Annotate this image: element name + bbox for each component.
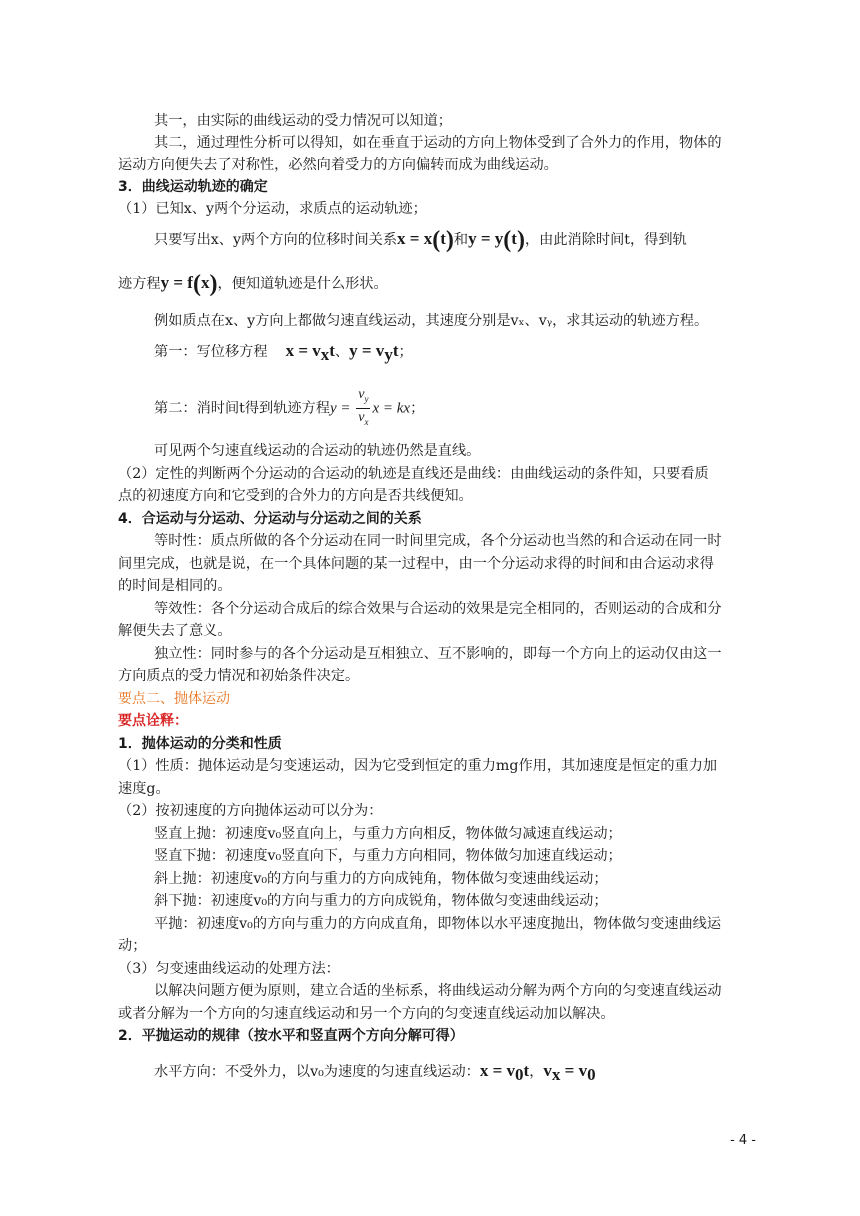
text-run: ，由此消除时间t，得到轨 [524,232,687,248]
math-operator: = [336,400,355,417]
math-variable: v [358,387,365,402]
fraction [356,386,370,431]
math-expression: y = v [349,341,385,360]
page-number: - 4 - [730,1133,756,1148]
paren: ) [445,227,454,253]
paragraph-line: 等时性：质点所做的各个分运动在同一时间里完成，各个分运动也当然的和合运动在同一时 [154,533,722,549]
math-variable: v [358,409,365,425]
list-item: 平抛：初速度v₀的方向与重力的方向成直角，即物体以水平速度抛出，物体做匀变速曲线运 [154,916,722,932]
math-subscript: x [551,1064,561,1084]
math-expression: x = v [285,341,321,360]
paragraph-line: （1）已知x、y两个分运动，求质点的运动轨迹； [118,201,427,217]
math-variable: t [523,1061,530,1080]
math-expression: x = kx [372,400,411,417]
equation-line [154,386,764,431]
paren: ) [209,271,218,297]
math-subscript: y [384,344,393,364]
paragraph-line: 或者分解为一个方向的匀速直线运动和另一个方向的匀变速直线运动加以解决。 [118,1006,615,1022]
key-point-explanation-label: 要点诠释： [118,713,188,729]
math-expression: y = f [160,273,193,292]
section-heading: 2．平抛运动的规律（按水平和竖直两个方向分解可得） [118,1028,464,1044]
paragraph-line: 间里完成，也就是说，在一个具体问题的某一过程中，由一个分运动求得的时间和由合运动求得 [118,556,714,572]
paragraph-line: 方向质点的受力情况和初始条件决定。 [118,668,360,684]
section-heading: 1．抛体运动的分类和性质 [118,736,282,752]
paren: ( [503,227,512,253]
text-run: 迹方程 [118,276,161,292]
paragraph-line: 速度g。 [118,781,170,797]
paren: ( [432,227,441,253]
list-item: 斜下抛：初速度v₀的方向与重力的方向成锐角，物体做匀变速曲线运动； [154,893,608,909]
math-subscript: x [364,416,369,427]
math-variable: t [440,229,446,248]
equation-line [154,228,764,251]
paragraph-line: 可见两个匀速直线运动的合运动的轨迹仍然是直线。 [154,443,481,459]
list-item: 斜上抛：初速度v₀的方向与重力的方向成钝角，物体做匀变速曲线运动； [154,871,608,887]
list-item: 竖直下抛：初速度v₀竖直向下，与重力方向相同，物体做匀加速直线运动； [154,848,622,864]
paragraph-line: 点的初速度方向和它受到的合外力的方向是否共线便知。 [118,488,473,504]
text-run: 第一：写位移方程 [154,344,268,360]
paragraph-line: 其一，由实际的曲线运动的受力情况可以知道； [154,113,452,129]
text-run: ； [398,344,413,360]
paragraph-line: 运动方向便失去了对称性，必然向着受力的方向偏转而成为曲线运动。 [118,157,558,173]
math-subscript: x [320,344,330,364]
paragraph-line: （2）定性的判断两个分运动的合运动的轨迹是直线还是曲线：由曲线运动的条件知，只要看质 [118,466,709,482]
equation-line [154,340,764,366]
text-run: ； [410,400,425,417]
key-point-heading: 要点二、抛体运动 [118,691,230,707]
paragraph-line: 独立性：同时参与的各个分运动是互相独立、互不影响的，即每一个方向上的运动仅由这一 [154,646,722,662]
list-item: 竖直上抛：初速度v₀竖直向上，与重力方向相反，物体做匀减速直线运动； [154,826,622,842]
math-expression: y = y [468,229,504,248]
equation-line [118,272,764,295]
paragraph-line: 解便失去了意义。 [118,623,232,639]
fraction-denominator [356,409,370,431]
paragraph-line: 其二，通过理性分析可以得知，如在垂直于运动的方向上物体受到了合外力的作用，物体的 [154,135,722,151]
paragraph-line: 的时间是相同的。 [118,578,232,594]
list-item: 动； [118,938,147,954]
math-subscript: 0 [515,1064,524,1084]
math-subscript: 0 [587,1064,596,1084]
math-subscript: y [364,393,369,404]
math-expression: = v [560,1061,588,1080]
section-heading: 3．曲线运动轨迹的确定 [118,179,268,195]
math-expression: x = v [479,1061,516,1080]
paragraph-line: （2）按初速度的方向抛体运动可以分为： [118,803,383,819]
math-variable: y [329,400,337,417]
paragraph-line: （1）性质：抛体运动是匀变速运动，因为它受到恒定的重力mg作用，其加速度是恒定的重力加 [118,758,718,774]
text-run: 第二：消时间t得到轨迹方程 [154,400,330,417]
math-variable: t [329,341,335,360]
math-expression: x = x [397,229,433,248]
paren: ) [516,227,525,253]
math-variable: t [511,229,517,248]
text-run: ，便知道轨迹是什么形状。 [217,276,388,292]
text-run: 和 [453,232,469,248]
section-heading: 4．合运动与分运动、分运动与分运动之间的关系 [118,511,422,527]
text-run: 水平方向：不受外力，以v₀为速度的匀速直线运动： [154,1064,480,1080]
text-run: 、 [334,344,350,360]
math-variable: x [200,273,210,292]
paragraph-line: 等效性：各个分运动合成后的综合效果与合运动的效果是完全相同的，否则运动的合成和分 [154,601,722,617]
math-variable: t [392,341,399,360]
equation-line [154,1060,764,1086]
paren: ( [192,271,201,297]
paragraph-line: 以解决问题方便为原则，建立合适的坐标系，将曲线运动分解为两个方向的匀变速直线运动 [154,983,722,999]
paragraph-line: 例如质点在x、y方向上都做匀速直线运动，其速度分别是vₓ、vᵧ，求其运动的轨迹方程。 [154,313,709,329]
paragraph-line: （3）匀变速曲线运动的处理方法： [118,961,340,977]
text-run: 只要写出x、y两个方向的位移时间关系 [154,232,398,248]
fraction-numerator [356,386,370,409]
text-run: ， [529,1064,544,1080]
math-expression: v [543,1061,552,1080]
